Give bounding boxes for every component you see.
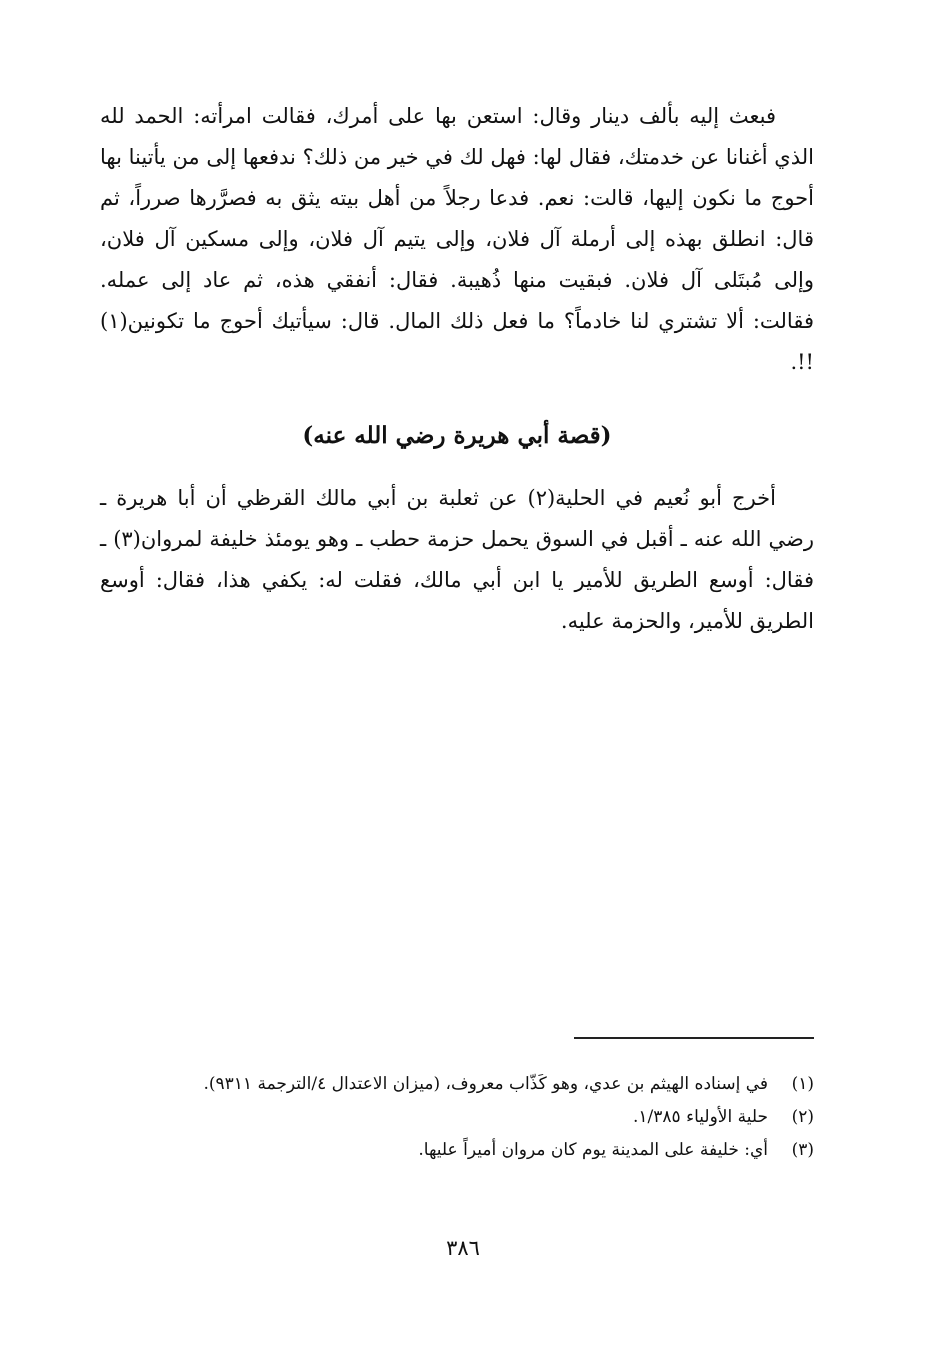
page-number: ٣٨٦ xyxy=(446,1236,480,1260)
footnote-2 xyxy=(100,1101,814,1134)
footnote-divider xyxy=(574,1037,814,1039)
footnote-3 xyxy=(100,1134,814,1167)
section-heading: (قصة أبي هريرة رضي الله عنه) xyxy=(302,422,612,449)
footnotes xyxy=(100,1068,814,1167)
paragraph-1: فبعث إليه بألف دينار وقال: استعن بها على أمرك، فقالت امرأته: الحمد لله الذي أغنانا عن خدمتك، فقال لها: فهل لك في خير من ذلك؟ ندفعها إلى من يأتينا بها أحوج ما نكون إليها، قالت: نعم. فدعا رجلاً من أهل بيته يثق به فصرَّرها صرراً، ثم قال: انطلق بهذه إلى أرملة آل فلان، وإلى يتيم آل فلان، وإلى مسكين آل فلان، وإلى مُبتَلى آل فلان. فبقيت منها ذُهيبة. فقال: أنفقي هذه، ثم عاد إلى عمله. فقالت: ألا تشتري لنا خادماً؟ ما فعل ذلك المال. قال: سيأتيك أحوج ما تكونين(١) !!. xyxy=(100,104,814,374)
footnote-1 xyxy=(100,1068,814,1101)
footnote-number: (٢) xyxy=(791,1107,814,1127)
footnote-number: (١) xyxy=(791,1074,814,1094)
footnote-text: في إسناده الهيثم بن عدي، وهو كَذّاب معروف، (ميزان الاعتدال ٤/الترجمة ٩٣١١). xyxy=(203,1074,768,1094)
paragraph-2: أخرج أبو نُعيم في الحلية(٢) عن ثعلبة بن أبي مالك القرظي أن أبا هريرة ـ رضي الله عنه ـ أقبل في السوق يحمل حزمة حطب ـ وهو يومئذ خليفة لمروان(٣) ـ فقال: أوسع الطريق للأمير يا ابن أبي مالك، فقلت له: يكفي هذا، فقال: أوسع الطريق للأمير، والحزمة عليه. xyxy=(100,486,814,633)
footnote-number: (٣) xyxy=(791,1140,814,1160)
footnote-text: أي: خليفة على المدينة يوم كان مروان أميراً عليها. xyxy=(418,1140,768,1160)
footnote-text: حلية الأولياء ١/٣٨٥. xyxy=(633,1107,768,1127)
